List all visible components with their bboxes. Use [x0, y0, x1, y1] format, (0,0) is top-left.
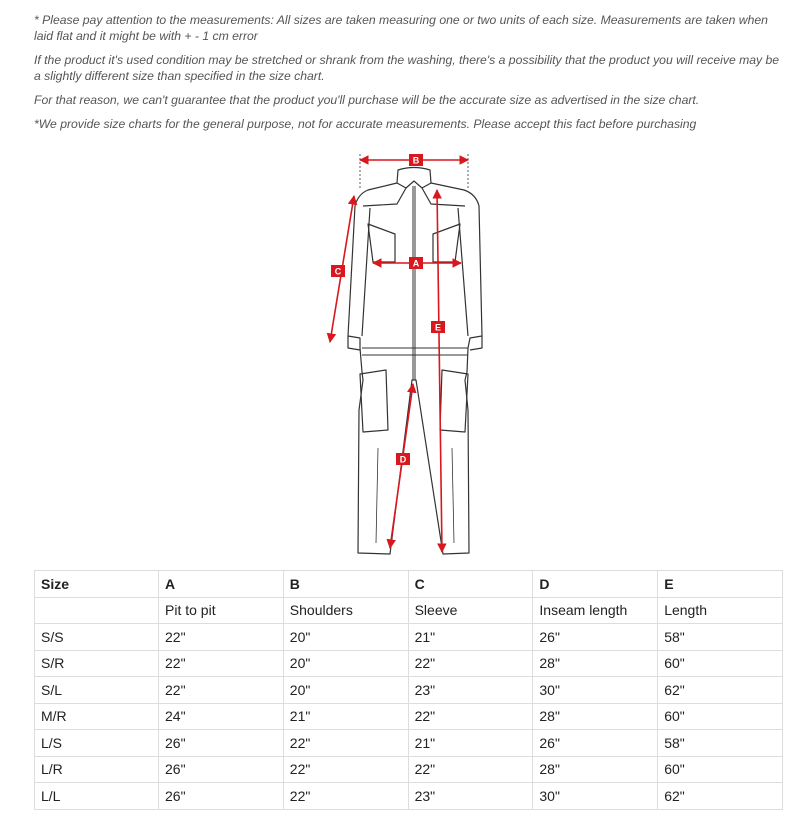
- note-3: For that reason, we can't guarantee that the product you'll purchase will be the accurate size as advertised in the size chart.: [34, 93, 700, 107]
- measurement-notes: [34, 12, 784, 140]
- table-row: [35, 650, 783, 677]
- note-2: If the product it's used condition may be stretched or shrank from the washing, there's a possibility that the product you will receive may be a slightly different size than specified in the size chart.: [34, 53, 780, 83]
- size-cell: L/L: [35, 783, 159, 810]
- table-row: [35, 703, 783, 730]
- table-cell: 60": [658, 703, 783, 730]
- svg-text:E: E: [434, 322, 442, 333]
- subheader-cell: Pit to pit: [159, 597, 284, 624]
- subheader-cell: [35, 597, 159, 624]
- svg-text:B: B: [412, 155, 420, 166]
- subheader-cell: Sleeve: [408, 597, 533, 624]
- table-cell: 20": [283, 624, 408, 651]
- table-cell: 22": [159, 677, 284, 704]
- size-cell: L/R: [35, 756, 159, 783]
- coverall-outline: [348, 168, 482, 555]
- table-row: [35, 756, 783, 783]
- table-cell: 30": [533, 677, 658, 704]
- table-row: [35, 730, 783, 757]
- table-cell: 20": [283, 677, 408, 704]
- table-cell: 21": [408, 730, 533, 757]
- table-cell: 23": [408, 677, 533, 704]
- table-cell: 58": [658, 624, 783, 651]
- size-cell: S/L: [35, 677, 159, 704]
- note-1: * Please pay attention to the measurements: All sizes are taken measuring one or two units of each size. Measurements are taken when laid flat and it might be with + - 1 cm error: [34, 13, 768, 43]
- table-cell: 21": [408, 624, 533, 651]
- svg-text:C: C: [334, 266, 342, 277]
- svg-text:D: D: [399, 454, 407, 465]
- table-row: [35, 783, 783, 810]
- table-cell: 62": [658, 783, 783, 810]
- table-row: [35, 677, 783, 704]
- table-cell: 22": [159, 624, 284, 651]
- subheader-cell: Shoulders: [283, 597, 408, 624]
- label-a: [409, 257, 423, 269]
- table-cell: 58": [658, 730, 783, 757]
- subheader-cell: Length: [658, 597, 783, 624]
- table-cell: 26": [159, 730, 284, 757]
- svg-text:A: A: [412, 258, 420, 269]
- table-cell: 22": [283, 756, 408, 783]
- size-cell: L/S: [35, 730, 159, 757]
- table-cell: 28": [533, 650, 658, 677]
- table-cell: 22": [408, 650, 533, 677]
- label-e: [431, 321, 445, 333]
- label-b: [409, 154, 423, 166]
- table-cell: 22": [408, 756, 533, 783]
- header-row: [35, 571, 783, 598]
- coverall-diagram: [318, 148, 506, 560]
- table-cell: 60": [658, 756, 783, 783]
- subheader-cell: Inseam length: [533, 597, 658, 624]
- table-cell: 22": [159, 650, 284, 677]
- table-cell: 26": [533, 730, 658, 757]
- table-cell: 26": [533, 624, 658, 651]
- header-cell: Size: [35, 571, 159, 598]
- table-cell: 22": [283, 730, 408, 757]
- table-cell: 24": [159, 703, 284, 730]
- table-cell: 22": [283, 783, 408, 810]
- size-cell: S/S: [35, 624, 159, 651]
- table-cell: 26": [159, 783, 284, 810]
- header-cell: B: [283, 571, 408, 598]
- table-cell: 22": [408, 703, 533, 730]
- size-chart-table: [34, 570, 783, 810]
- table-cell: 28": [533, 756, 658, 783]
- label-d: [396, 453, 410, 465]
- table-cell: 28": [533, 703, 658, 730]
- table-cell: 30": [533, 783, 658, 810]
- subheader-row: [35, 597, 783, 624]
- table-cell: 62": [658, 677, 783, 704]
- measure-lines: [330, 154, 468, 552]
- size-cell: M/R: [35, 703, 159, 730]
- table-row: [35, 624, 783, 651]
- header-cell: C: [408, 571, 533, 598]
- table-cell: 60": [658, 650, 783, 677]
- size-cell: S/R: [35, 650, 159, 677]
- header-cell: E: [658, 571, 783, 598]
- note-4: *We provide size charts for the general purpose, not for accurate measurements. Please accept this fact before purchasing: [34, 117, 697, 131]
- table-cell: 21": [283, 703, 408, 730]
- header-cell: D: [533, 571, 658, 598]
- table-cell: 26": [159, 756, 284, 783]
- table-cell: 23": [408, 783, 533, 810]
- table-cell: 20": [283, 650, 408, 677]
- label-c: [331, 265, 345, 277]
- header-cell: A: [159, 571, 284, 598]
